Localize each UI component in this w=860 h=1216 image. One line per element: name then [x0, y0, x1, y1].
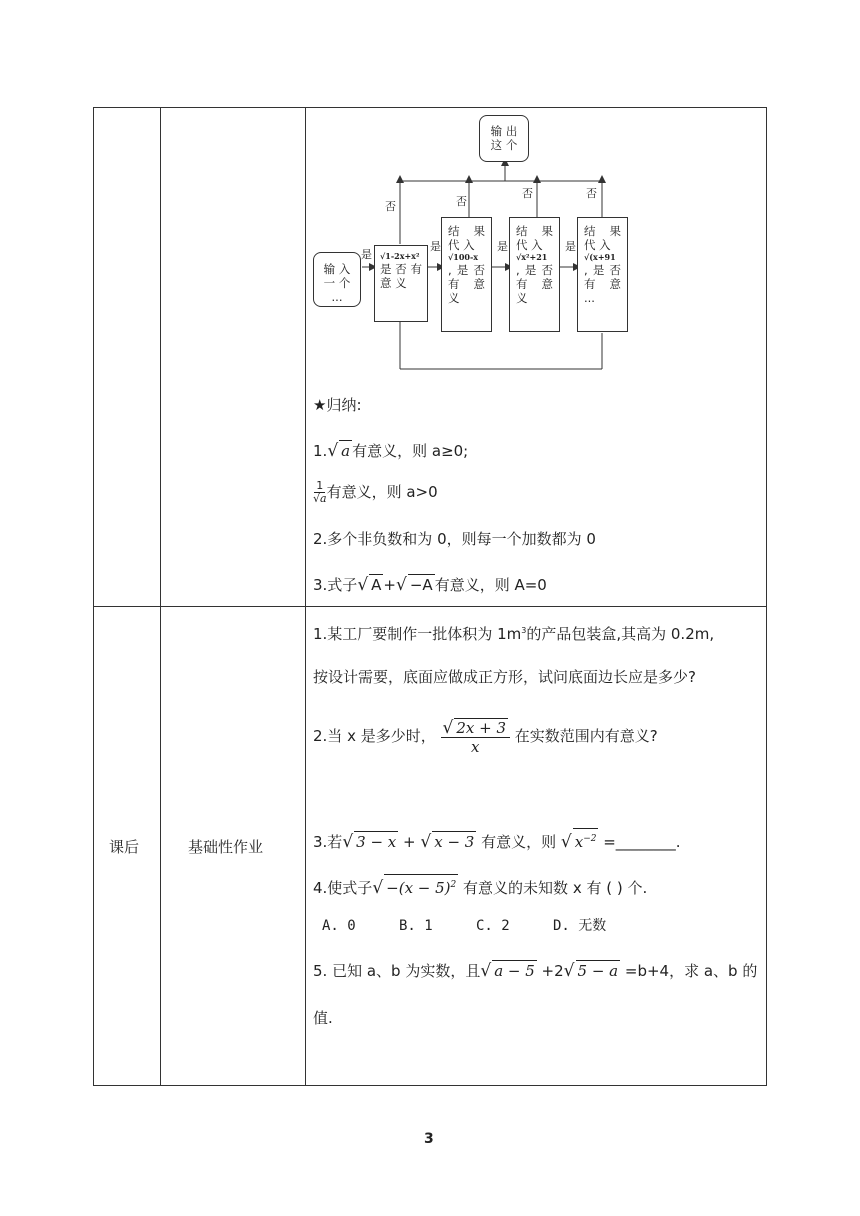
exercise-4-options	[322, 916, 606, 936]
flow-box-2-expr: √100-x	[448, 252, 479, 262]
flow-box-4	[577, 217, 628, 332]
flow-box-3	[509, 217, 560, 332]
flow-output-box	[479, 115, 529, 162]
flow-box-2-text-b: ,是否有 意 义	[448, 263, 485, 305]
exercise-2: 2.当 x 是多少时， $\frac{√ 2x + 3}{x}$ 在实数范围内有意义?	[313, 717, 658, 756]
flow-no-label-2: 否	[456, 195, 467, 208]
summary-item-2: 2.多个非负数和为 0，则每一个加数都为 0	[313, 530, 596, 548]
flow-box-1-expr: √1-2x+x²	[380, 251, 420, 261]
table-left-border	[93, 107, 94, 1086]
option-c: C. 2	[476, 918, 510, 934]
table-col-divider-1	[160, 107, 161, 1086]
flow-box-4-expr: √(x+91	[584, 252, 616, 262]
summary-heading: ★归纳:	[313, 396, 362, 414]
flow-box-2-text-a: 结 果 代 入	[448, 224, 485, 252]
summary-item-1a: 1.√ a 有意义，则 a≥0;	[313, 441, 469, 461]
flow-box-4-text-b: ,是否有 意 ...	[584, 263, 621, 305]
flow-no-label-1: 否	[385, 200, 396, 213]
summary-item-3: 3.式子√ A +√ −A 有意义，则 A=0	[313, 575, 547, 595]
flow-yes-label-3: 是	[497, 240, 508, 253]
row-type-label: 基础性作业	[188, 838, 264, 856]
table-row-divider	[93, 606, 767, 607]
exercise-4: 4.使式子√ $-(x - 5)^2$ 有意义的未知数 x 有 ( ) 个.	[313, 874, 647, 898]
flow-yes-label-4: 是	[565, 240, 576, 253]
flow-box-3-text-b: ,是否有 意 义	[516, 263, 553, 305]
exercise-3: 3.若√ 3 − x + √ x − 3 有意义，则 √ $x^{-2}$ =________.	[313, 828, 681, 852]
page-number: 3	[424, 1131, 434, 1147]
flow-input-box	[313, 252, 361, 307]
row-category-label: 课后	[109, 838, 140, 856]
flow-yes-label-2: 是	[430, 240, 441, 253]
flow-no-label-3: 否	[522, 187, 533, 200]
exercise-1-line-2: 按设计需要，底面应做成正方形，试问底面边长应是多少?	[313, 668, 696, 686]
flow-box-1-text: 是 否 有 意 义	[380, 262, 422, 290]
option-d: D. 无数	[553, 918, 607, 934]
flow-box-1	[374, 245, 428, 322]
flow-box-3-text-a: 结 果 代 入	[516, 224, 553, 252]
flow-input-label: 输 入 一 个 ...	[323, 262, 351, 304]
flow-box-4-text-a: 结 果 代 入	[584, 224, 621, 252]
table-right-border	[766, 107, 767, 1086]
option-a: A. 0	[322, 918, 356, 934]
flow-box-2	[441, 217, 492, 332]
table-bottom-border	[93, 1085, 767, 1086]
summary-item-1b: $\frac{1}{√a}$ 有意义，则 a>0	[313, 479, 438, 505]
option-b: B. 1	[399, 918, 433, 934]
exercise-1-line-1: 1.某工厂要制作一批体积为 $1m^3$的产品包装盒,其高为 0.2m,	[313, 625, 715, 643]
exercise-5-line-2: 值.	[313, 1009, 333, 1027]
exercise-5-line-1: 5. 已知 a、b 为实数，且√ a − 5 +2√ 5 − a =b+4，求 a、b 的	[313, 961, 758, 981]
flow-yes-label-1: 是	[361, 248, 372, 261]
flow-no-label-4: 否	[586, 187, 597, 200]
flow-box-3-expr: √x²+21	[516, 252, 548, 262]
flow-output-label: 输 出 这 个	[490, 124, 518, 152]
